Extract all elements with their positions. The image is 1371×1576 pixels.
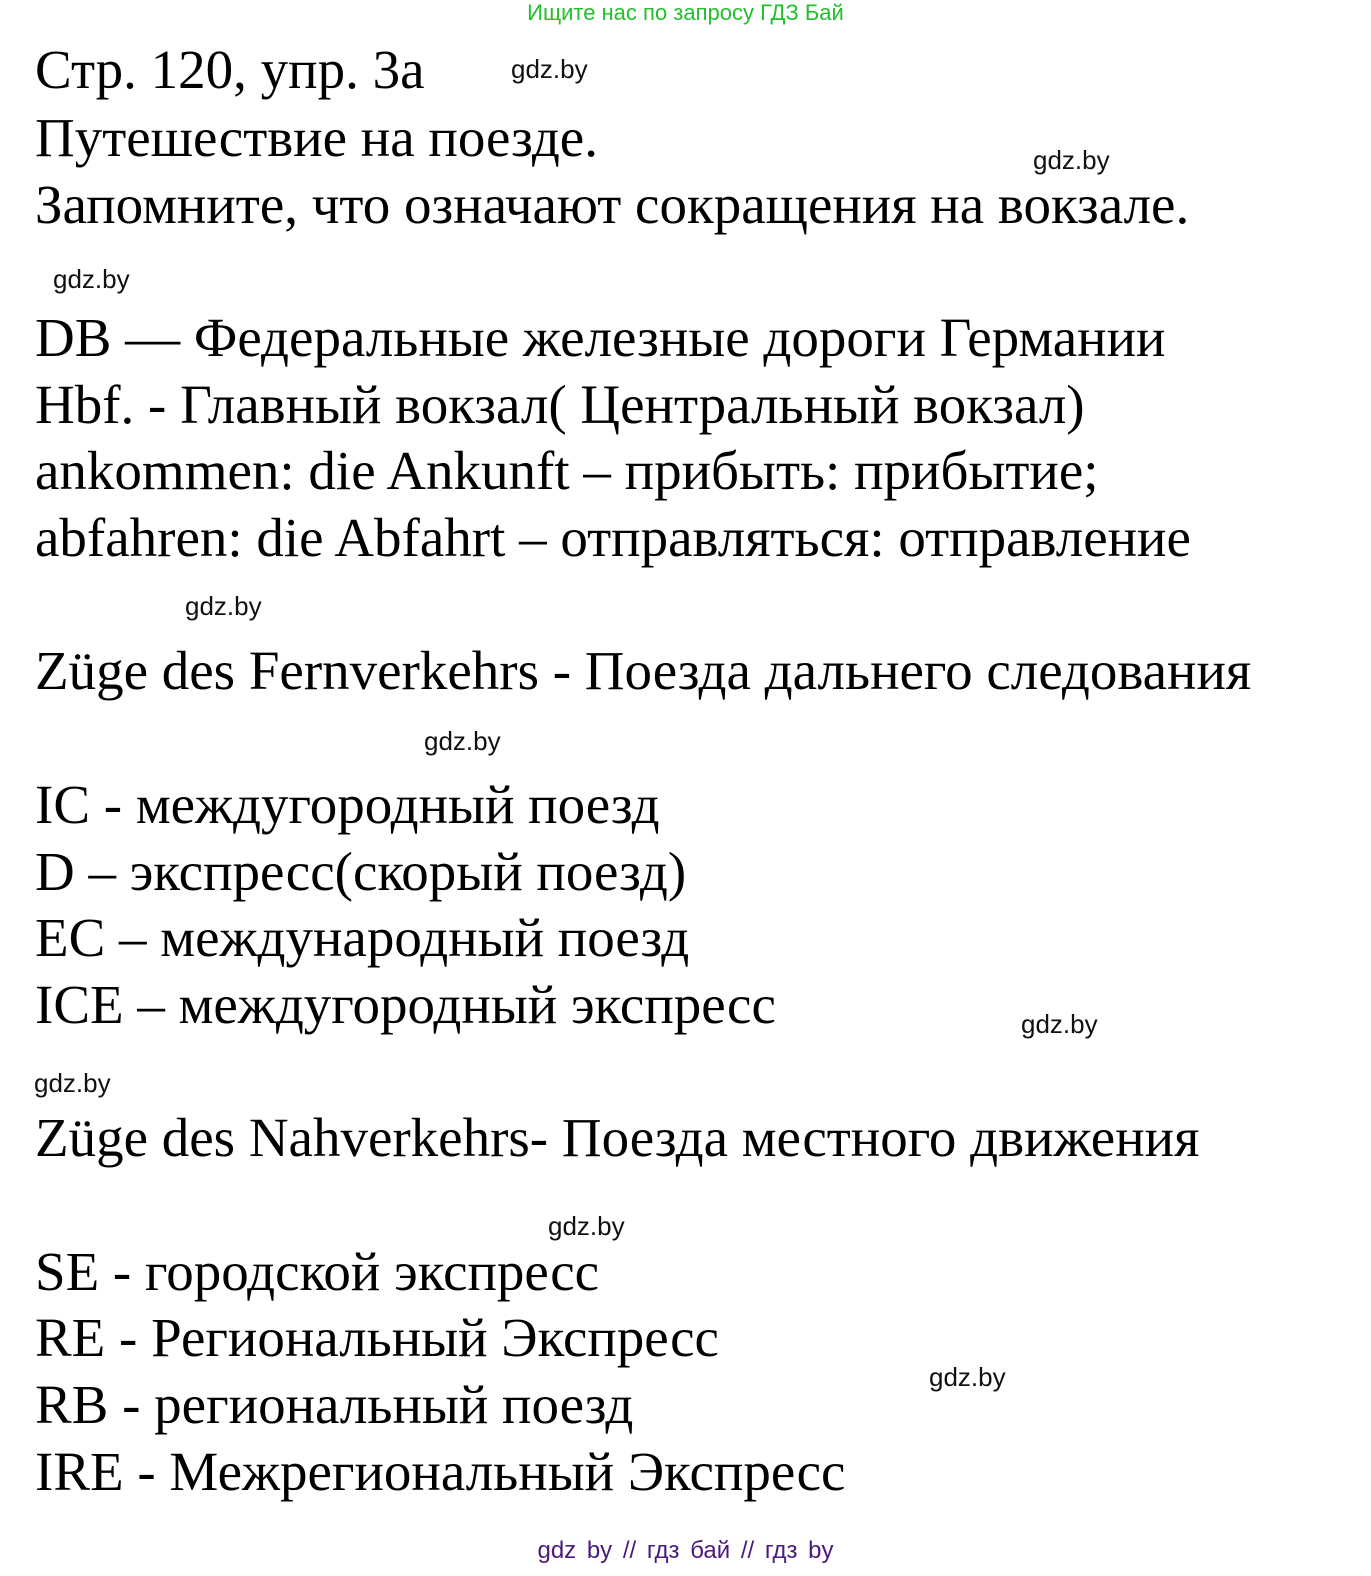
section-heading-local: Züge des Nahverkehrs- Поезда местного движения: [35, 1107, 1200, 1168]
watermark: gdz.by: [424, 726, 501, 756]
section-heading-long-distance: Züge des Fernverkehrs - Поезда дальнего следования: [35, 640, 1252, 701]
watermark: gdz.by: [511, 54, 588, 84]
topic-title: Путешествие на поезде.: [35, 107, 598, 168]
train-type-item: RB - региональный поезд: [35, 1374, 634, 1435]
watermark: gdz.by: [1021, 1009, 1098, 1039]
term-line: abfahren: die Abfahrt – отправляться: отправление: [35, 507, 1191, 568]
page-title: Стр. 120, упр. 3а: [35, 39, 425, 100]
train-type-item: D – экспресс(скорый поезд): [35, 841, 687, 902]
train-type-item: IRE - Межрегиональный Экспресс: [35, 1441, 846, 1502]
watermark: gdz.by: [548, 1211, 625, 1241]
instruction-text: Запомните, что означают сокращения на вокзале.: [35, 174, 1190, 235]
watermark: gdz.by: [53, 264, 130, 294]
watermark: gdz.by: [929, 1362, 1006, 1392]
search-banner: Ищите нас по запросу ГДЗ Бай: [527, 0, 844, 25]
train-type-item: RE - Региональный Экспресс: [35, 1307, 719, 1368]
term-line: ankommen: die Ankunft – прибыть: прибытие;: [35, 440, 1099, 501]
term-line: DB — Федеральные железные дороги Германии: [35, 307, 1166, 368]
term-line: Hbf. - Главный вокзал( Центральный вокзал): [35, 374, 1085, 435]
footer-watermark: gdz by // гдз бай // гдз by: [537, 1537, 834, 1564]
watermark: gdz.by: [34, 1068, 111, 1098]
train-type-item: IC - междугородный поезд: [35, 774, 660, 835]
watermark: gdz.by: [1033, 145, 1110, 175]
train-type-item: SE - городской экспресс: [35, 1241, 600, 1302]
train-type-item: ICE – междугородный экспресс: [35, 974, 776, 1035]
train-type-item: EC – международный поезд: [35, 907, 690, 968]
watermark: gdz.by: [185, 591, 262, 621]
